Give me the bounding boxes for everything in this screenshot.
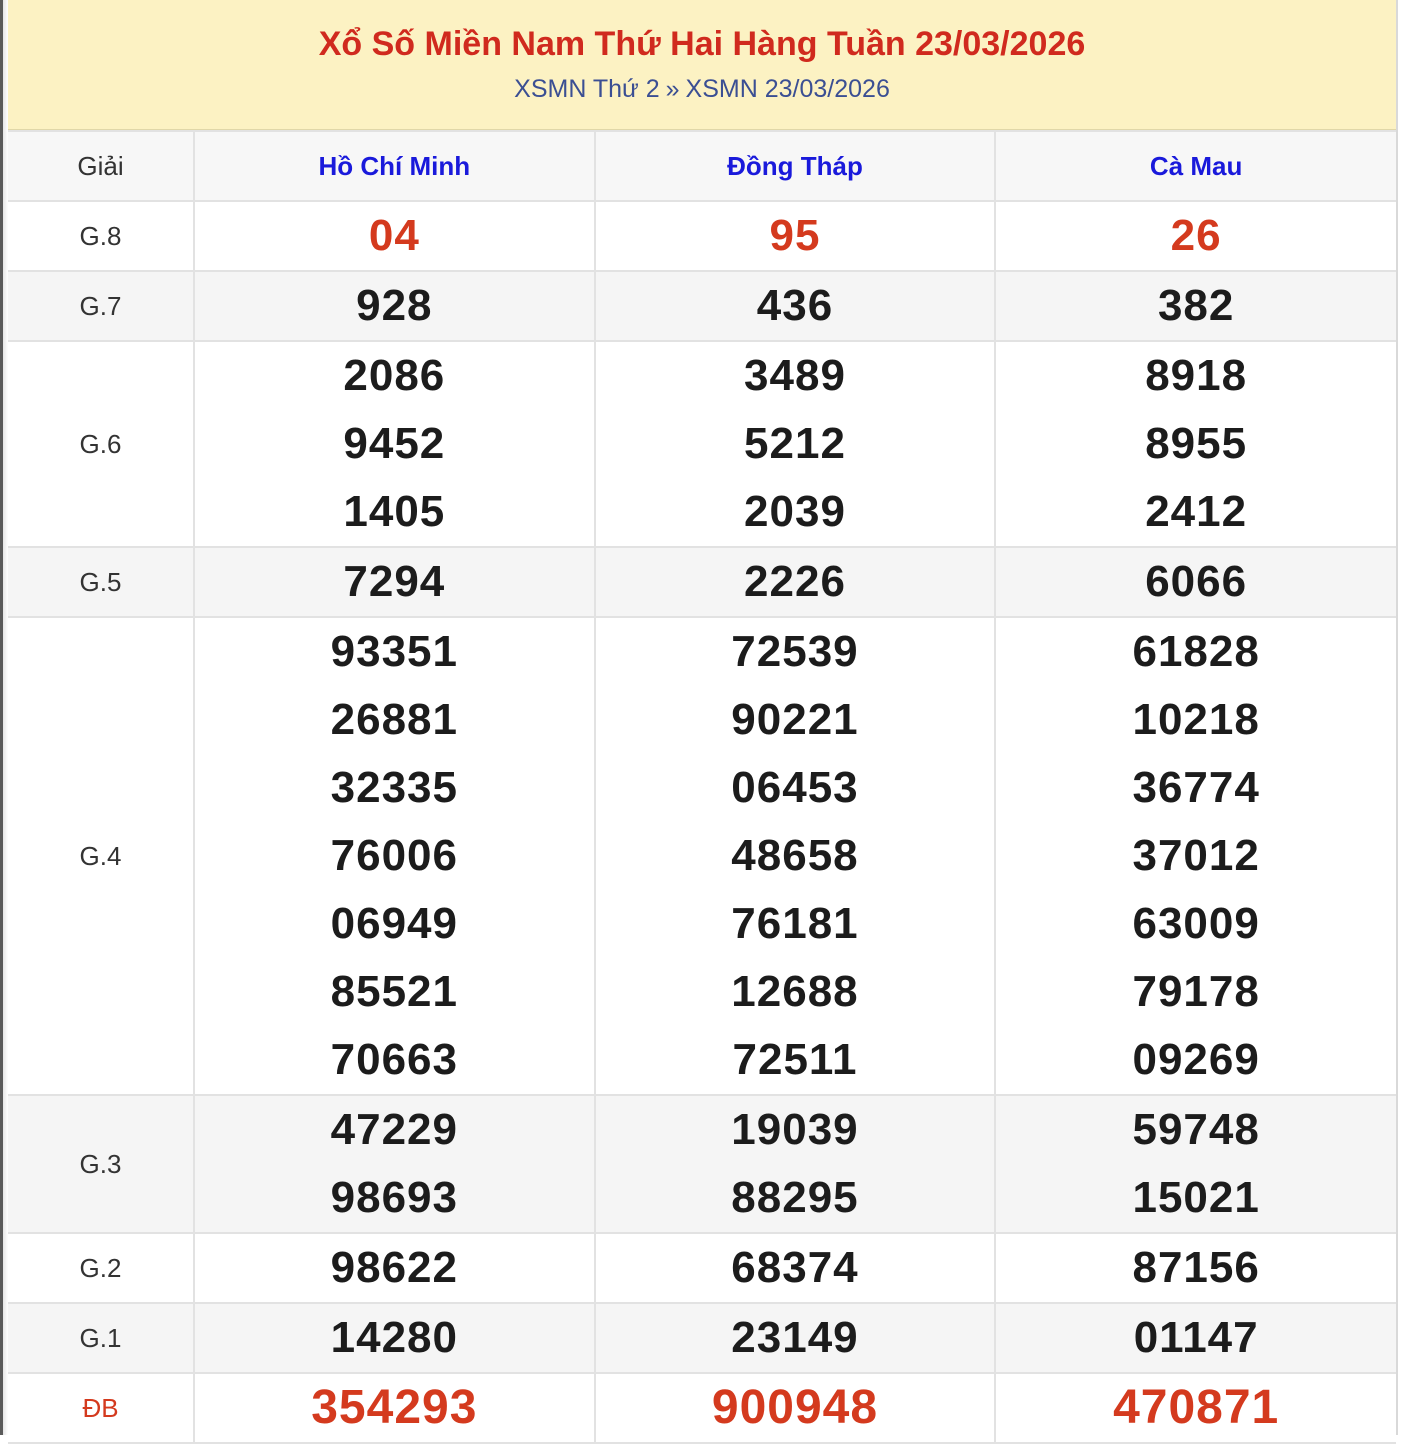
- result-cell: [194, 271, 595, 341]
- result-number: 36774: [1132, 763, 1260, 812]
- result-number: 61828: [1132, 627, 1260, 676]
- result-number: 98693: [330, 1173, 458, 1222]
- result-cell: [194, 201, 595, 271]
- result-number: 2039: [744, 487, 846, 536]
- result-number: 7294: [343, 557, 446, 606]
- result-cell: [194, 617, 595, 1095]
- prize-cell: [8, 1373, 194, 1443]
- result-cell: [995, 1095, 1396, 1233]
- province-column-header: [995, 131, 1396, 201]
- result-number: 23149: [731, 1313, 859, 1362]
- prize-label: G.8: [79, 220, 122, 251]
- table-row: [8, 341, 1396, 547]
- result-cell: [194, 1095, 595, 1233]
- result-number: 470871: [1113, 1381, 1280, 1434]
- prize-label: G.6: [79, 428, 122, 459]
- result-number: 2412: [1145, 487, 1248, 536]
- prize-label: G.2: [79, 1252, 122, 1283]
- result-cell: [995, 617, 1396, 1095]
- province-name[interactable]: Hồ Chí Minh: [318, 150, 471, 181]
- result-number: 3489: [744, 351, 846, 400]
- prize-label: G.1: [79, 1322, 122, 1353]
- result-number: 85521: [330, 967, 458, 1016]
- result-number: 2226: [744, 557, 846, 606]
- results-header: [8, 0, 1396, 130]
- result-number: 32335: [330, 763, 458, 812]
- province-column-header: [194, 131, 595, 201]
- result-number: 48658: [731, 831, 859, 880]
- result-number: 8918: [1145, 351, 1248, 400]
- result-number: 93351: [330, 627, 458, 676]
- result-number: 76181: [731, 899, 859, 948]
- result-number: 70663: [330, 1035, 458, 1084]
- breadcrumb-separator: »: [665, 75, 680, 103]
- result-cell: [595, 271, 996, 341]
- result-number: 6066: [1145, 557, 1248, 606]
- result-number: 09269: [1132, 1035, 1260, 1084]
- result-cell: [595, 1095, 996, 1233]
- prize-cell: [8, 201, 194, 271]
- result-number: 382: [1157, 281, 1235, 330]
- result-cell: [995, 1233, 1396, 1303]
- table-row: [8, 617, 1396, 1095]
- page-left-edge: [0, 0, 8, 1435]
- province-name[interactable]: Đồng Tháp: [727, 150, 863, 181]
- result-cell: [995, 201, 1396, 271]
- breadcrumb-link-date[interactable]: XSMN 23/03/2026: [685, 75, 890, 103]
- prize-label: G.3: [79, 1148, 122, 1179]
- result-number: 06453: [731, 763, 859, 812]
- result-number: 79178: [1132, 967, 1260, 1016]
- result-number: 98622: [330, 1243, 458, 1292]
- province-name[interactable]: Cà Mau: [1149, 150, 1243, 181]
- result-cell: [995, 547, 1396, 617]
- result-number: 95: [769, 211, 821, 260]
- result-cell: [595, 547, 996, 617]
- result-number: 72511: [732, 1035, 858, 1084]
- result-number: 2086: [343, 351, 446, 400]
- prize-cell: [8, 1233, 194, 1303]
- result-number: 1405: [343, 487, 446, 536]
- result-number: 68374: [731, 1243, 859, 1292]
- result-number: 04: [368, 211, 420, 260]
- prize-cell: [8, 1095, 194, 1233]
- result-number: 14280: [330, 1313, 458, 1362]
- result-cell: [995, 1373, 1396, 1443]
- result-number: 928: [356, 281, 433, 330]
- result-number: 37012: [1132, 831, 1260, 880]
- result-number: 15021: [1132, 1173, 1260, 1222]
- result-number: 26: [1170, 211, 1222, 260]
- result-cell: [995, 1303, 1396, 1373]
- result-cell: [595, 1373, 996, 1443]
- result-number: 436: [756, 281, 834, 330]
- result-cell: [194, 1303, 595, 1373]
- table-row: [8, 1303, 1396, 1373]
- result-cell: [595, 341, 996, 547]
- result-cell: [194, 547, 595, 617]
- prize-label: G.7: [79, 290, 122, 321]
- prize-cell: [8, 341, 194, 547]
- result-number: 01147: [1133, 1313, 1259, 1362]
- prize-cell: [8, 547, 194, 617]
- result-cell: [194, 341, 595, 547]
- prize-cell: [8, 271, 194, 341]
- prize-label: G.5: [79, 566, 122, 597]
- result-number: 06949: [330, 899, 458, 948]
- breadcrumb-link-weekday[interactable]: XSMN Thứ 2: [514, 75, 660, 103]
- prize-label: ĐB: [82, 1392, 119, 1423]
- result-cell: [595, 1303, 996, 1373]
- result-number: 72539: [731, 627, 859, 676]
- table-row: [8, 1095, 1396, 1233]
- result-number: 63009: [1132, 899, 1260, 948]
- result-cell: [595, 1233, 996, 1303]
- result-number: 354293: [311, 1381, 478, 1434]
- prize-column-header: [8, 131, 194, 201]
- result-number: 5212: [744, 419, 846, 468]
- results-table: [8, 130, 1396, 1444]
- prize-cell: [8, 1303, 194, 1373]
- result-number: 10218: [1132, 695, 1260, 744]
- table-row: [8, 201, 1396, 271]
- result-number: 90221: [731, 695, 859, 744]
- result-cell: [995, 271, 1396, 341]
- result-cell: [194, 1373, 595, 1443]
- result-number: 12688: [731, 967, 859, 1016]
- result-number: 88295: [731, 1173, 859, 1222]
- result-cell: [595, 617, 996, 1095]
- result-cell: [595, 201, 996, 271]
- page-title: Xổ Số Miền Nam Thứ Hai Hàng Tuần 23/03/2026: [318, 25, 1086, 63]
- result-number: 8955: [1145, 419, 1248, 468]
- table-row: [8, 271, 1396, 341]
- prize-header-label: Giải: [77, 150, 124, 181]
- result-number: 76006: [330, 831, 458, 880]
- prize-label: G.4: [79, 840, 122, 871]
- result-number: 87156: [1132, 1243, 1260, 1292]
- result-number: 900948: [711, 1381, 879, 1434]
- result-cell: [995, 341, 1396, 547]
- province-column-header: [595, 131, 996, 201]
- table-header-row: [8, 131, 1396, 201]
- table-row: [8, 1233, 1396, 1303]
- results-panel: [8, 0, 1398, 1435]
- result-number: 19039: [731, 1105, 859, 1154]
- prize-cell: [8, 617, 194, 1095]
- table-row: [8, 1373, 1396, 1443]
- result-cell: [194, 1233, 595, 1303]
- breadcrumb: [8, 72, 1396, 106]
- result-number: 47229: [330, 1105, 458, 1154]
- result-number: 26881: [330, 695, 458, 744]
- result-number: 59748: [1132, 1105, 1260, 1154]
- result-number: 9452: [343, 419, 446, 468]
- table-row: [8, 547, 1396, 617]
